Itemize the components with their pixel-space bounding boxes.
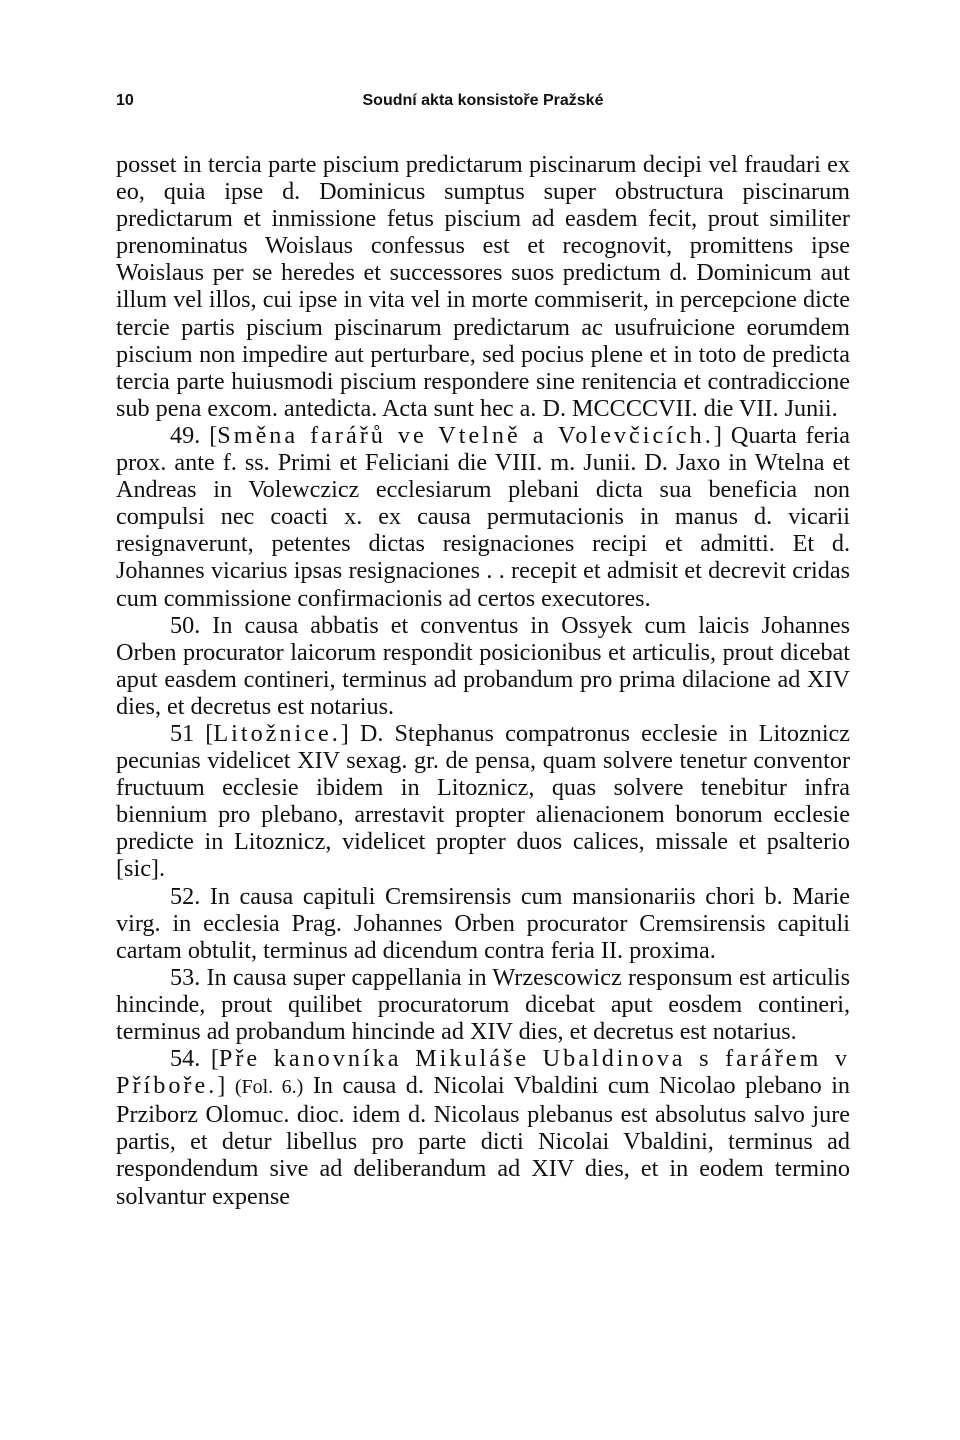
- paragraph-text: posset in tercia parte piscium predictarum piscinarum decipi vel fraudari ex eo, quia ipse d. Dominicus sumptus super obstructura piscinarum predictarum et inmissione fetus piscium ad easdem fecit, prout similiter prenominatus Woislaus confessus est et recognovit, promittens ipse Woislaus per se heredes et successores suos predictum d. Dominicum aut illum vel illos, cui ipse in vita vel in morte commiserit, in percepcione dicte tercie partis piscium piscinarum predictarum ac usufruicione eorumdem piscium non impedire aut perturbare, sed pocius plene et in toto de predicta tercia parte huiusmodi piscium respondere sine renitencia et contradiccione sub pena excom. antedicta. Acta sunt hec a. D. MCCCCVII. die VII. Junii.: [116, 151, 850, 422]
- entry-number: 51: [170, 719, 195, 747]
- entry-text: In causa d. Nicolai Vbaldini cum Nicolao plebano in Prziborz Olomuc. dioc. idem d. Nicolaus plebanus est absolutus salvo jure partis, et detur libellus pro parte dicti Nicolai Vbaldini, terminus ad respondendum sive ad deliberandum ad XIV dies, et in eodem termino solvantur expense: [116, 1072, 851, 1210]
- entry-text: D. Stephanus compatronus ecclesie in Litoznicz pecunias videlicet XIV sexag. gr. de pensa, quam solvere tenetur conventor fructuum ecclesie ibidem in Litoznicz, quas solvere tenebitur infra biennium pro plebano, arrestavit propter alienacionem bonorum ecclesie predicte in Litoznicz, videlicet propter duos calices, missale et psalterio [sic].: [116, 719, 851, 883]
- entry-number: 50.: [170, 611, 201, 639]
- entry-number: 49.: [170, 421, 201, 449]
- entry-number: 53.: [170, 963, 201, 991]
- page-number: 10: [116, 92, 134, 109]
- entry-number: 54.: [170, 1045, 201, 1073]
- entry-53: [116, 964, 850, 1045]
- entry-54: 54. [Pře kanovníka Mikuláše Ubaldinova s farářem v Příboře.] (Fol. 6.) In causa d. Nicolai Vbaldini cum Nicolao plebano in Prziborz Olomuc. dioc. idem d. Nicolaus plebanus est absolutus salvo jure partis, et detur libellus pro parte dicti Nicolai Vbaldini, terminus ad respondendum sive ad deliberandum ad XIV dies, et in eodem termino solvantur expense: [116, 1045, 851, 1210]
- body-text: [116, 151, 850, 1210]
- page-header: [116, 92, 850, 118]
- entry-text: In causa super cappellania in Wrzescowicz responsum est articulis hincinde, prout quilibet procuratorum dicebat aput eosdem contineri, terminus ad probandum hincinde ad XIV dies, et decretus est notarius.: [116, 963, 851, 1045]
- folio-reference: (Fol. 6.): [234, 1076, 304, 1099]
- entry-heading: Pře kanovníka Mikuláše Ubaldinova s farářem v Příboře.: [116, 1045, 850, 1100]
- paragraph-continuation: [116, 151, 850, 422]
- entry-heading: Směna farářů ve Vtelně a Volevčicích.: [217, 421, 714, 449]
- entry-text: In causa capituli Cremsirensis cum mansionariis chori b. Marie virg. in ecclesia Prag. Johannes Orben procurator Cremsirensis capituli cartam obtulit, terminus ad dicendum contra feria II. proxima.: [116, 882, 851, 964]
- entry-heading: Litožnice.: [213, 719, 341, 747]
- entry-50: [116, 612, 850, 720]
- entry-number: 52.: [170, 882, 201, 910]
- running-title: Soudní akta konsistoře Pražské: [362, 92, 604, 109]
- entry-text: In causa abbatis et conventus in Ossyek cum laicis Johannes Orben procurator laicorum respondit posicionibus et articulis, prout dicebat aput easdem contineri, terminus ad probandum pro prima dilacione ad XIV dies, et decretus est notarius.: [116, 611, 850, 720]
- entry-52: [116, 883, 850, 964]
- entry-text: Quarta feria prox. ante f. ss. Primi et Feliciani die VIII. m. Junii. D. Jaxo in Wtelna et Andreas in Volewczicz ecclesiarum plebani dicta sua beneficia non compulsi nec coacti x. ex causa permutacionis in manus d. vicarii resignaverunt, petentes dictas resignaciones recipi et admitti. Et d. Johannes vicarius ipsas resignaciones . . recepit et admisit et decrevit cridas cum commissione confirmacionis ad certos executores.: [116, 421, 850, 612]
- entry-51: 51 [Litožnice.] D. Stephanus compatronus ecclesie in Litoznicz pecunias videlicet XIV sexag. gr. de pensa, quam solvere tenetur conventor fructuum ecclesie ibidem in Litoznicz, quas solvere tenebitur infra biennium pro plebano, arrestavit propter alienacionem bonorum ecclesie predicte in Litoznicz, videlicet propter duos calices, missale et psalterio [sic].: [116, 719, 851, 883]
- entry-49: 49. [Směna farářů ve Vtelně a Volevčicích.] Quarta feria prox. ante f. ss. Primi et Feliciani die VIII. m. Junii. D. Jaxo in Wtelna et Andreas in Volewczicz ecclesiarum plebani dicta sua beneficia non compulsi nec coacti x. ex causa permutacionis in manus d. vicarii resignaverunt, petentes dictas resignaciones recipi et admitti. Et d. Johannes vicarius ipsas resignaciones . . recepit et admisit et decrevit cridas cum commissione confirmacionis ad certos executores.: [116, 421, 850, 612]
